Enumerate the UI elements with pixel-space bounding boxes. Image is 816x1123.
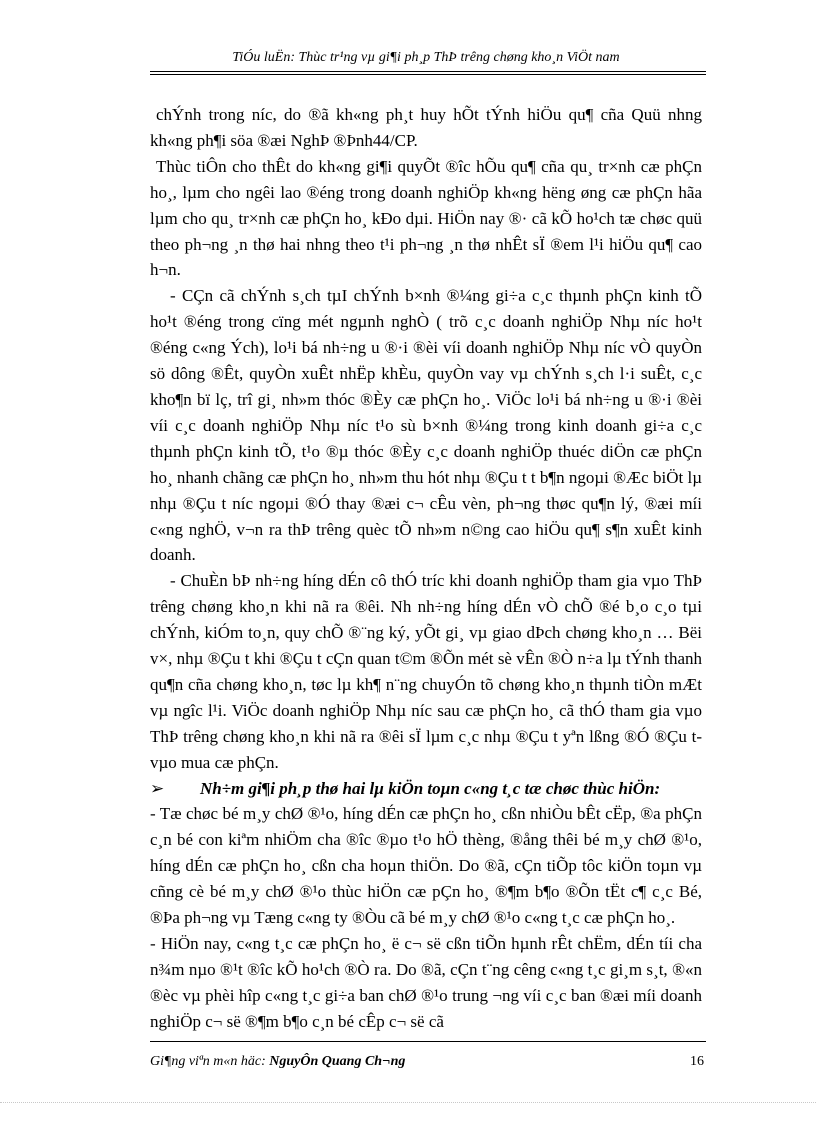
section-heading-text: Nh÷m gi¶i ph¸p thø hai lµ kiÖn toµn c«ng t¸c tæ chøc thùc hiÖn: bbox=[200, 778, 661, 798]
footer-author bbox=[150, 1054, 405, 1070]
paragraph: chÝnh trong níc, do ®ã kh«ng ph¸t huy hÕt tÝnh hiÖu qu¶ cña Quü nhng kh«ng ph¶i söa ®æi NghÞ ®Þnh44/CP. bbox=[150, 105, 702, 150]
paragraph: - Tæ chøc bé m¸y chØ ®¹o, híng dÉn cæ phÇn ho¸ cßn nhiÒu bÊt cËp, ®a phÇn c¸n bé con kiªm nhiÖm cha ®îc ®µo t¹o hÖ thèng, ®ång thêi bé m¸y chØ ®¹o, híng dÉn cæ phÇn ho¸ cßn cha hoµn thiÖn. Do ®ã, cÇn tiÕp tôc kiÖn toµn vµ cñng cè bé m¸y chØ ®¹o thùc hiÖn cæ pÇn ho¸ ®¶m b¶o ®Õn tËt c¶ c¸c Bé, ®Þa ph¬ng vµ Tæng c«ng ty ®Òu cã bé m¸y chØ ®¹o c«ng t¸c cæ phÇn ho¸. bbox=[150, 804, 702, 928]
arrow-bullet-icon: ➢ bbox=[150, 778, 165, 798]
page-number: 16 bbox=[690, 1054, 704, 1069]
paragraph: Thùc tiÔn cho thÊt do kh«ng gi¶i quyÕt ®îc hÕu qu¶ cña qu¸ tr×nh cæ phÇn ho¸, lµm cho ngêi lao ®éng trong doanh nghiÖp kh«ng hëng øng cæ phÇn hãa lµm cho qu¸ tr×nh cæ phÇn ho¸ kÐo dµi. HiÖn nay ®· cã kÕ ho¹ch tæ chøc quü theo ph¬ng ¸n thø hai nhng theo t¹i ph¬ng ¸n thø nhÊt sÏ ®em l¹i hiÖu qu¶ cao h¬n. bbox=[150, 156, 702, 280]
header-rule-bottom bbox=[150, 74, 706, 75]
footer-rule bbox=[150, 1041, 706, 1042]
page-break-dotted-line bbox=[0, 1102, 816, 1103]
paragraph: - HiÖn nay, c«ng t¸c cæ phÇn ho¸ ë c¬ së cßn tiÕn hµnh rÊt chËm, dÉn tíi cha n¾m nµo ®¹t ®îc kÕ ho¹ch ®Ò ra. Do ®ã, cÇn t¨ng cêng c«ng t¸c gi¸m s¸t, ®«n ®èc vµ phèi hîp c«ng t¸c gi÷a ban chØ ®¹o trung ¬ng víi c¸c ban ®æi míi doanh nghiÖp c¬ së ®¶m b¶o c¸n bé cÊp c¬ së cã bbox=[150, 934, 702, 1031]
running-header: TiÓu luËn: Thùc tr¹ng vµ gi¶i ph¸p ThÞ trêng chøng kho¸n ViÖt nam bbox=[232, 50, 620, 65]
bullet-paragraph: - CÇn cã chÝnh s¸ch tµI chÝnh b×nh ®¼ng gi÷a c¸c thµnh phÇn kinh tÕ ho¹t ®éng trong cïng mét ngµnh nghÒ ( trõ c¸c doanh nghiÖp Nhµ níc ho¹t ®éng c«ng Ých), lo¹i bá nh÷ng u ®·i ®èi víi doanh nghiÖp Nhµ níc vÒ quyÒn sö dông ®Êt, quyÒn xuÊt nhËp khÈu, quyÒn vay vµ chÝnh s¸ch l·i suÊt, c¸c kho¶n bï lç, trî gi¸ nh»m thóc ®Èy cæ phÇn ho¸. ViÖc lo¹i bá nh÷ng u ®·i ®èi víi c¸c doanh nghiÖp Nhµ níc t¹o sù b×nh ®¼ng trong kinh doanh gi÷a c¸c thµnh phÇn kinh tÕ, t¹o ®µ thóc ®Èy c¸c doanh nghiÖp thuéc diÖn cæ phÇn ho¸ nhanh chãng cæ phÇn ho¸ nh»m thu hót nhµ ®Çu t t b¶n ngoµi ®Æc biÖt lµ nhµ ®Çu t níc ngoµi ®Ó thay ®æi c¬ cÊu vèn, ph¬ng thøc qu¶n lý, ®æi míi c«ng nghÖ, v¬n ra thÞ trêng quèc tÕ nh»m n©ng cao hiÖu qu¶ s¶n xuÊt kinh doanh. bbox=[150, 286, 702, 565]
bullet-paragraph: - ChuÈn bÞ nh÷ng híng dÉn cô thÓ tríc khi doanh nghiÖp tham gia vµo ThÞ trêng chøng kho¸n khi nã ra ®êi. Nh nh÷ng híng dÉn vÒ chÕ ®é b¸o c¸o tµi chÝnh, kiÓm to¸n, quy chÕ ®¨ng ký, yÕt gi¸ vµ giao dÞch chøng kho¸n … Bëi v×, nhµ ®Çu t khi ®Çu t cÇn quan t©m ®Õn mét sè vÊn ®Ò n÷a lµ tÝnh thanh qu¶n cña chøng kho¸n, tøc lµ kh¶ n¨ng chuyÓn tõ chøng kho¸n thµnh tiÒn mÆt vµ ngîc l¹i. ViÖc doanh nghiÖp Nhµ níc sau cæ phÇn ho¸ cã thÓ tham gia vµo ThÞ trêng chøng kho¸n khi nã ra ®êi sÏ lµm c¸c nhµ ®Çu t yªn lßng ®Ó ®Çu t vµo mua cæ phÇn. bbox=[150, 571, 702, 772]
header-rule-top bbox=[150, 71, 706, 72]
body-text bbox=[150, 102, 702, 1035]
section-heading bbox=[150, 776, 702, 802]
footer-author-label: Gi¶ng viªn m«n häc: bbox=[150, 1054, 266, 1069]
footer-author-name: NguyÔn Quang Ch¬ng bbox=[269, 1054, 406, 1069]
